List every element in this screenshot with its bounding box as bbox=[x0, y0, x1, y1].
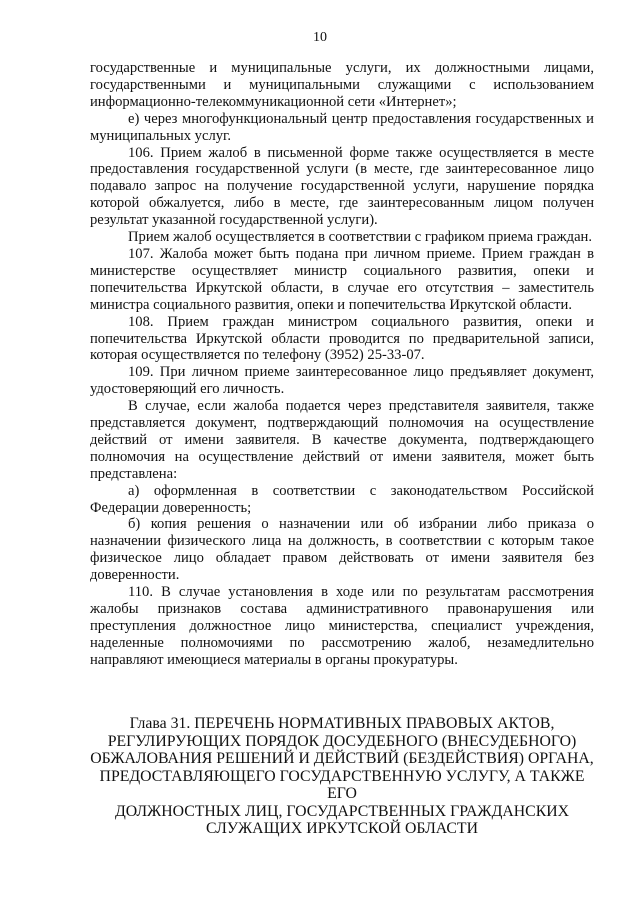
paragraph-108: 108. Прием граждан министром социального развития, опеки и попечительства Иркутской области проводится по предварительной записи, которая осуществляется по телефону (3952) 25-33-07. bbox=[90, 313, 594, 364]
paragraph-item-e: е) через многофункциональный центр предоставления государственных и муниципальных услуг. bbox=[90, 110, 594, 144]
chapter-heading bbox=[90, 715, 594, 838]
chapter-heading-line: ПРЕДОСТАВЛЯЮЩЕГО ГОСУДАРСТВЕННУЮ УСЛУГУ, А ТАКЖЕ ЕГО bbox=[99, 767, 585, 802]
chapter-heading-line: Глава 31. ПЕРЕЧЕНЬ НОРМАТИВНЫХ ПРАВОВЫХ АКТОВ, bbox=[129, 715, 555, 732]
paragraph-continuation: государственные и муниципальные услуги, их должностными лицами, государственными и муниципальными служащими с использованием информационно-телекоммуникационной сети «Интернет»; bbox=[90, 60, 594, 110]
paragraph-item-a: а) оформленная в соответствии с законодательством Российской Федерации доверенность; bbox=[90, 482, 594, 516]
paragraph-107: 107. Жалоба может быть подана при личном приеме. Прием граждан в министерстве осуществляет министр социального развития, опеки и попечительства Иркутской области, в случае его отсутствия – заместитель министра социального развития, опеки и попечительства Иркутской области. bbox=[90, 245, 594, 313]
body-text bbox=[90, 60, 594, 669]
chapter-heading-line: РЕГУЛИРУЮЩИХ ПОРЯДОК ДОСУДЕБНОГО (ВНЕСУДЕБНОГО) bbox=[107, 732, 577, 750]
paragraph-106: 106. Прием жалоб в письменной форме также осуществляется в месте предоставления государственной услуги (в месте, где заинтересованное лицо подавало запрос на получение государственной услуги, нарушение порядка которой обжалуется, либо в месте, где заинтересованным лицом получен результат указанной государственной услуги). bbox=[90, 144, 594, 229]
page-number: 10 bbox=[313, 30, 327, 45]
chapter-heading-line: СЛУЖАЩИХ ИРКУТСКОЙ ОБЛАСТИ bbox=[205, 820, 478, 837]
paragraph-110: 110. В случае установления в ходе или по результатам рассмотрения жалобы признаков состава административного правонарушения или преступления должностное лицо министерства, специалист учреждения, наделенные полномочиями по рассмотрению жалоб, незамедлительно направляют имеющиеся материалы в органы прокуратуры. bbox=[90, 584, 594, 668]
chapter-heading-line: ДОЛЖНОСТНЫХ ЛИЦ, ГОСУДАРСТВЕННЫХ ГРАЖДАНСКИХ bbox=[114, 802, 570, 820]
paragraph-109: 109. При личном приеме заинтересованное лицо предъявляет документ, удостоверяющий его личность. bbox=[90, 364, 594, 398]
paragraph-schedule: Прием жалоб осуществляется в соответствии с графиком приема граждан. bbox=[128, 229, 592, 246]
chapter-heading-line: ОБЖАЛОВАНИЯ РЕШЕНИЙ И ДЕЙСТВИЙ (БЕЗДЕЙСТВИЯ) ОРГАНА, bbox=[90, 750, 594, 767]
paragraph-item-b: б) копия решения о назначении или об избрании либо приказа о назначении физического лица на должность, в соответствии с которым такое физическое лицо обладает правом действовать от имени заявителя без доверенности. bbox=[90, 516, 594, 584]
paragraph-representative: В случае, если жалоба подается через представителя заявителя, также представляется документ, подтверждающий полномочия на осуществление действий от имени заявителя. В качестве документа, подтверждающего полномочия на осуществление действий от имени заявителя, может быть представлена: bbox=[90, 398, 594, 482]
